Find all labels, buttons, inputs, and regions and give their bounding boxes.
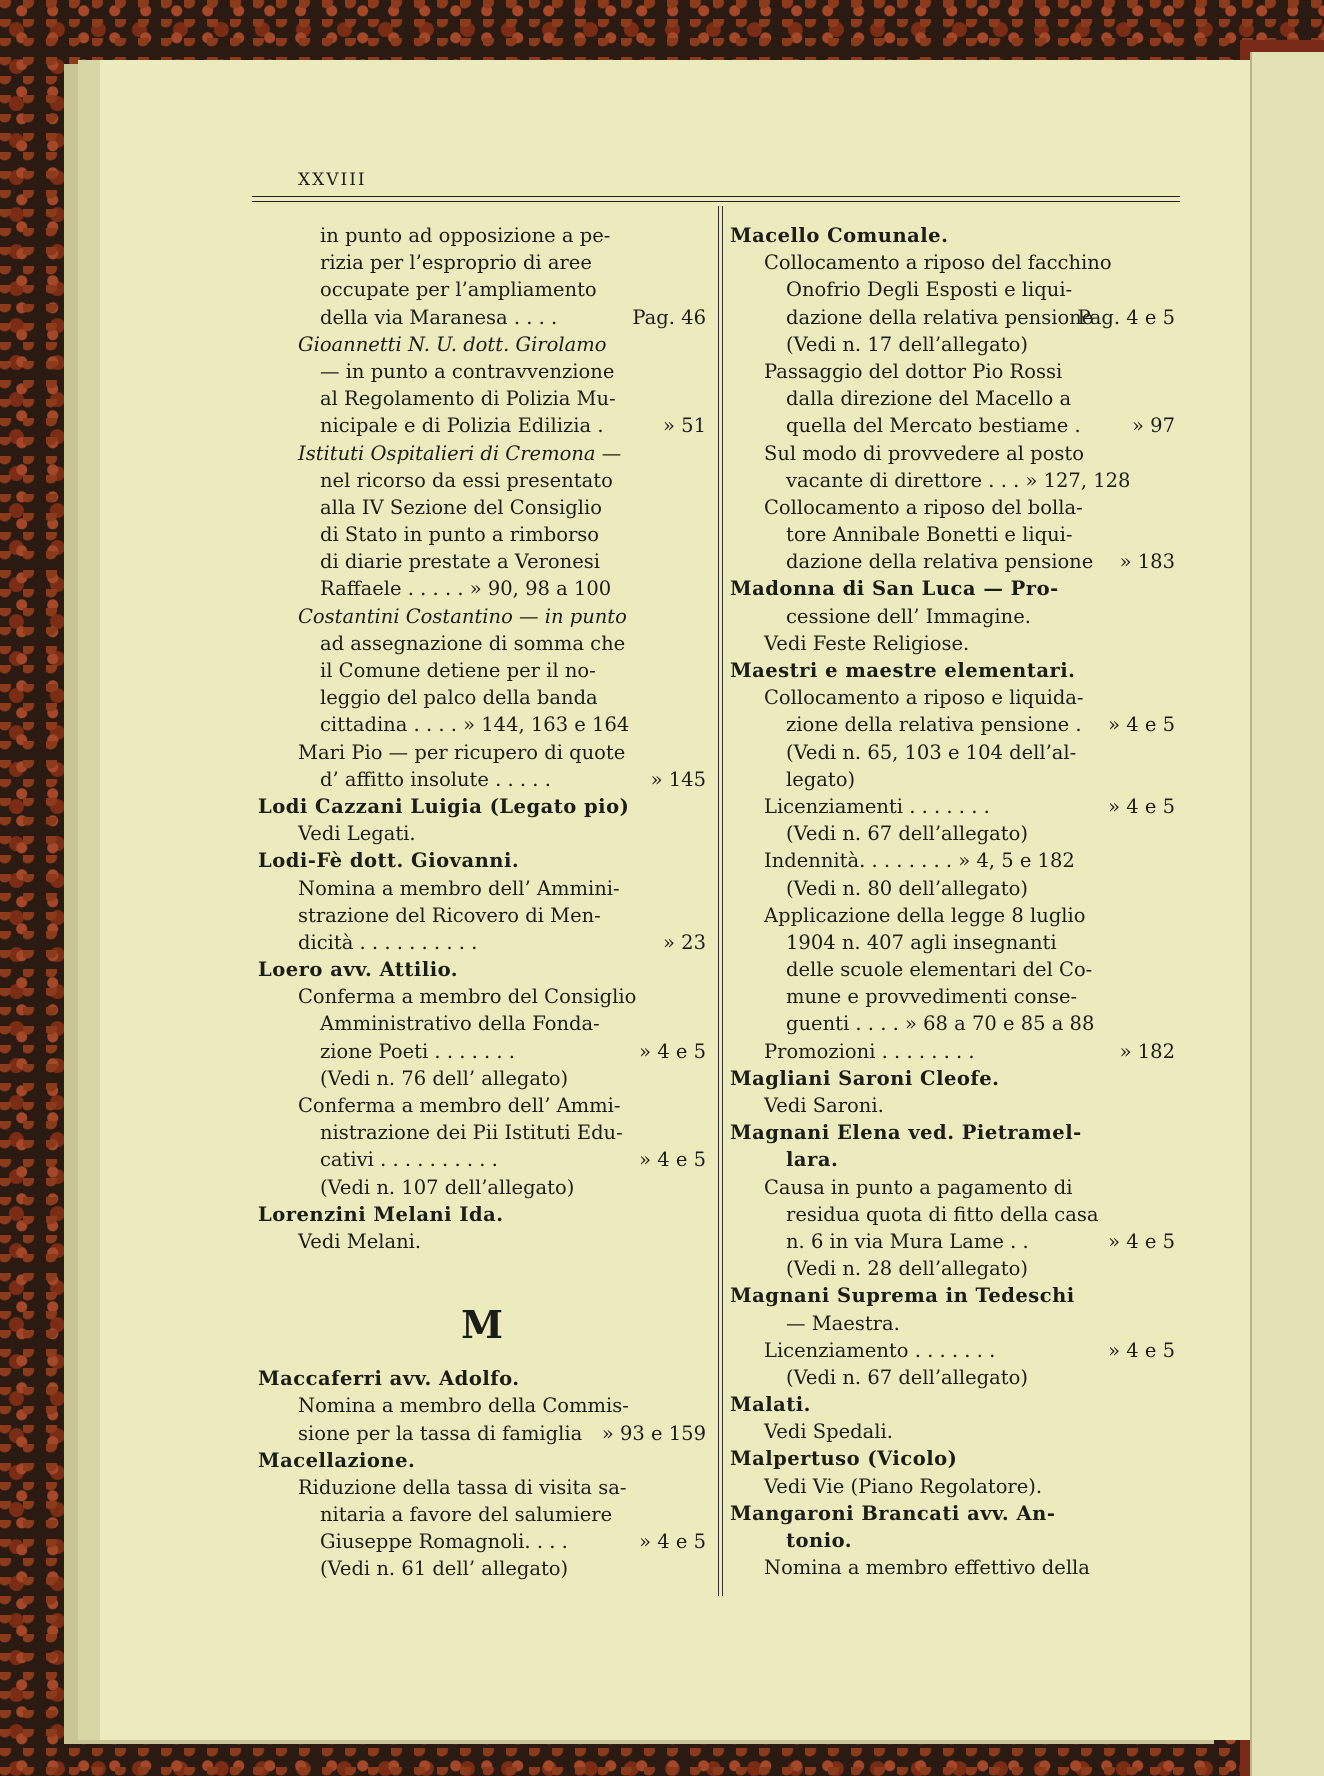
index-entry-line — [730, 385, 1175, 412]
entry-text: (Vedi n. 67 dell’allegato) — [786, 822, 1028, 846]
entry-text: di diarie prestate a Veronesi — [320, 550, 601, 574]
index-entry-heading — [730, 657, 1175, 684]
page-reference: » 93 e 159 — [601, 1421, 706, 1445]
entry-text: lara. — [786, 1148, 839, 1172]
index-entry-line — [730, 847, 1175, 874]
index-entry-line — [730, 494, 1175, 521]
entry-text: d’ affitto insolute . . . . . — [320, 767, 551, 791]
entry-text: dazione della relativa pensione — [786, 550, 1094, 574]
page-reference: » 145 — [650, 767, 706, 791]
entry-text: Sul modo di provvedere al posto — [764, 441, 1084, 465]
index-entry-heading — [258, 847, 706, 874]
index-entry-line — [730, 793, 1175, 820]
entry-text: zione della relativa pensione . — [786, 713, 1082, 737]
index-entry-line — [730, 521, 1175, 548]
index-entry-heading — [730, 1445, 1175, 1472]
index-entry-line — [258, 521, 706, 548]
index-entry-line — [730, 1310, 1175, 1337]
index-entry-line — [258, 1392, 706, 1419]
section-gap — [258, 1255, 706, 1275]
index-entry-heading — [730, 1500, 1175, 1527]
index-entry-line — [258, 304, 706, 331]
index-entry-line — [730, 1038, 1175, 1065]
page-reference: » 4 e 5 — [639, 1039, 706, 1063]
page-reference: » 23 — [663, 930, 706, 954]
entry-text: quella del Mercato bestiame . — [786, 414, 1081, 438]
page-reference: » 4 e 5 — [1108, 794, 1175, 818]
index-entry-line — [258, 766, 706, 793]
entry-text: Costantini Costantino — in punto — [298, 604, 627, 628]
index-entry-line — [258, 1010, 706, 1037]
entry-text: zione Poeti . . . . . . . — [320, 1039, 516, 1063]
index-entry-line — [258, 630, 706, 657]
index-entry-line — [730, 304, 1175, 331]
index-entry-heading — [730, 222, 1175, 249]
index-entry-heading — [258, 1201, 706, 1228]
index-entry-line — [730, 983, 1175, 1010]
entry-text: Amministrativo della Fonda- — [320, 1012, 600, 1036]
index-entry-line — [258, 276, 706, 303]
index-entry-heading — [730, 1146, 1175, 1173]
index-entry-line — [258, 1501, 706, 1528]
entry-text: cittadina . . . . » 144, 163 e 164 — [320, 713, 630, 737]
entry-text: Applicazione della legge 8 luglio — [764, 903, 1086, 927]
entry-text: Vedi Saroni. — [764, 1094, 884, 1117]
index-entry-line — [730, 1255, 1175, 1282]
index-entry-line — [258, 1174, 706, 1201]
entry-text: Collocamento a riposo e liquida- — [764, 686, 1084, 710]
index-entry-line — [258, 548, 706, 575]
index-entry-line — [730, 331, 1175, 358]
index-entry-line — [730, 1228, 1175, 1255]
index-entry-line — [730, 249, 1175, 276]
entry-text: 1904 n. 407 agli insegnanti — [786, 930, 1057, 954]
index-entry-line — [730, 1554, 1175, 1581]
index-entry-line — [258, 983, 706, 1010]
index-entry-line — [730, 820, 1175, 847]
index-entry-line — [730, 548, 1175, 575]
index-entry-line — [730, 684, 1175, 711]
index-entry-line — [730, 1201, 1175, 1228]
index-entry-line — [258, 902, 706, 929]
entry-text: Licenziamento . . . . . . . — [764, 1338, 996, 1362]
entry-text: delle scuole elementari del Co- — [786, 958, 1093, 982]
index-entry-line — [258, 331, 706, 358]
index-entry-line — [258, 222, 706, 249]
entry-text: (Vedi n. 107 dell’allegato) — [320, 1175, 575, 1199]
entry-text: di Stato in punto a rimborso — [320, 523, 600, 547]
page-reference: Pag. 4 e 5 — [1077, 305, 1175, 329]
index-entry-line — [258, 1420, 706, 1447]
entry-text: vacante di direttore . . . » 127, 128 — [786, 468, 1131, 492]
index-entry-line — [730, 1337, 1175, 1364]
entry-text: Macello Comunale. — [730, 224, 949, 247]
entry-text: il Comune detiene per il no- — [320, 659, 596, 682]
entry-text: tonio. — [786, 1529, 853, 1552]
page-reference: » 4 e 5 — [639, 1530, 706, 1554]
index-entry-line — [258, 1474, 706, 1501]
entry-text: occupate per l’ampliamento — [320, 278, 597, 302]
entry-text: Gioannetti N. U. dott. Girolamo — [298, 332, 607, 356]
entry-text: nel ricorso da essi presentato — [320, 468, 613, 492]
entry-text: Nomina a membro dell’ Ammini- — [298, 876, 620, 900]
index-entry-line — [258, 711, 706, 738]
index-entry-line — [258, 1228, 706, 1255]
entry-text: dicità . . . . . . . . . . — [298, 930, 478, 954]
index-entry-heading — [730, 575, 1175, 602]
index-entry-heading — [258, 1447, 706, 1474]
entry-text: Malpertuso (Vicolo) — [730, 1447, 958, 1471]
index-entry-heading — [730, 1065, 1175, 1092]
entry-text: Vedi Legati. — [298, 822, 416, 846]
page-reference: » 4 e 5 — [1108, 1338, 1175, 1362]
entry-text: (Vedi n. 80 dell’allegato) — [786, 876, 1028, 900]
left-column — [258, 222, 706, 1583]
entry-text: n. 6 in via Mura Lame . . — [786, 1229, 1029, 1253]
index-entry-line — [258, 1555, 706, 1582]
entry-text: Magnani Suprema in Tedeschi — [730, 1284, 1075, 1308]
entry-text: Vedi Vie (Piano Regolatore). — [764, 1474, 1043, 1498]
index-entry-line — [730, 467, 1175, 494]
index-entry-line — [730, 956, 1175, 983]
entry-text: Giuseppe Romagnoli. . . . — [320, 1530, 568, 1554]
page-reference: » 183 — [1119, 550, 1175, 574]
header-rule — [252, 196, 1180, 202]
entry-text: leggio del palco della banda — [320, 686, 598, 710]
index-entry-line — [258, 739, 706, 766]
index-entry-heading — [730, 1282, 1175, 1309]
index-entry-heading — [258, 793, 706, 820]
index-entry-line — [730, 711, 1175, 738]
entry-text: Vedi Spedali. — [764, 1420, 893, 1444]
page-reference: » 97 — [1132, 414, 1175, 438]
column-divider — [718, 206, 723, 1596]
entry-text: dalla direzione del Macello a — [786, 387, 1072, 411]
page-reference: Pag. 46 — [632, 305, 706, 329]
index-entry-line — [258, 875, 706, 902]
entry-text: in punto ad opposizione a pe- — [320, 224, 611, 247]
entry-text: nicipale e di Polizia Edilizia . — [320, 414, 604, 438]
entry-text: Riduzione della tassa di visita sa- — [298, 1475, 627, 1499]
entry-text: rizia per l’esproprio di aree — [320, 251, 592, 275]
entry-text: Lodi Cazzani Luigia (Legato pio) — [258, 794, 630, 818]
entry-text: nistrazione dei Pii Istituti Edu- — [320, 1121, 623, 1145]
index-entry-line — [258, 467, 706, 494]
index-entry-line — [730, 276, 1175, 303]
entry-text: — Maestra. — [786, 1311, 900, 1335]
entry-text: Madonna di San Luca — Pro- — [730, 577, 1059, 601]
index-entry-line — [730, 630, 1175, 657]
entry-text: (Vedi n. 61 dell’ allegato) — [320, 1557, 569, 1581]
entry-text: Maestri e maestre elementari. — [730, 659, 1076, 682]
right-column — [730, 222, 1175, 1581]
entry-text: Mangaroni Brancati avv. An- — [730, 1501, 1056, 1525]
index-entry-line — [258, 1065, 706, 1092]
index-entry-line — [258, 358, 706, 385]
entry-text: Conferma a membro del Consiglio — [298, 985, 637, 1009]
entry-text: Onofrio Degli Esposti e liqui- — [786, 278, 1073, 302]
index-entry-line — [730, 358, 1175, 385]
page-reference: » 4 e 5 — [639, 1148, 706, 1172]
index-entry-heading — [730, 1527, 1175, 1554]
index-entry-line — [730, 1092, 1175, 1119]
index-entry-line — [730, 766, 1175, 793]
index-entry-line — [730, 1418, 1175, 1445]
index-entry-line — [258, 575, 706, 602]
entry-text: Indennità. . . . . . . . » 4, 5 e 182 — [764, 849, 1075, 873]
entry-text: ad assegnazione di somma che — [320, 631, 626, 655]
entry-text: — in punto a contravvenzione — [320, 359, 615, 383]
entry-text: legato) — [786, 767, 856, 791]
index-entry-line — [258, 494, 706, 521]
index-entry-line — [730, 412, 1175, 439]
index-entry-line — [730, 1364, 1175, 1391]
index-entry-line — [258, 1146, 706, 1173]
entry-text: Passaggio del dottor Pio Rossi — [764, 359, 1063, 383]
index-entry-heading — [730, 1391, 1175, 1418]
page-reference: » 4 e 5 — [1108, 713, 1175, 737]
index-entry-line — [258, 684, 706, 711]
entry-text: Magnani Elena ved. Pietramel- — [730, 1121, 1082, 1145]
entry-text: (Vedi n. 65, 103 e 104 dell’al- — [786, 740, 1077, 764]
entry-text: Collocamento a riposo del facchino — [764, 251, 1112, 275]
entry-text: Nomina a membro della Commis- — [298, 1394, 629, 1418]
index-entry-line — [730, 1473, 1175, 1500]
index-entry-line — [258, 603, 706, 630]
index-entry-line — [730, 902, 1175, 929]
entry-text: (Vedi n. 28 dell’allegato) — [786, 1257, 1028, 1281]
index-entry-line — [258, 1092, 706, 1119]
entry-text: (Vedi n. 17 dell’allegato) — [786, 332, 1028, 356]
index-entry-line — [730, 440, 1175, 467]
entry-text: cessione dell’ Immagine. — [786, 604, 1031, 628]
index-entry-line — [730, 875, 1175, 902]
entry-text: residua quota di fitto della casa — [786, 1202, 1099, 1226]
entry-text: Nomina a membro effettivo della — [764, 1556, 1090, 1580]
index-entry-line — [730, 739, 1175, 766]
index-entry-line — [730, 1174, 1175, 1201]
index-entry-line — [258, 1528, 706, 1555]
entry-text: al Regolamento di Polizia Mu- — [320, 387, 616, 411]
index-entry-line — [258, 385, 706, 412]
entry-text: nitaria a favore del salumiere — [320, 1503, 613, 1527]
entry-text: Vedi Feste Religiose. — [764, 631, 970, 655]
entry-text: Licenziamenti . . . . . . . — [764, 794, 990, 818]
entry-text: Istituti Ospitalieri di Cremona — — [298, 441, 622, 465]
entry-text: Macellazione. — [258, 1448, 416, 1472]
index-entry-line — [258, 412, 706, 439]
entry-text: (Vedi n. 67 dell’allegato) — [786, 1365, 1028, 1389]
index-entry-line — [258, 1038, 706, 1065]
entry-text: dazione della relativa pensione — [786, 305, 1094, 329]
index-entry-line — [258, 929, 706, 956]
entry-text: Lorenzini Melani Ida. — [258, 1202, 504, 1226]
index-entry-line — [258, 249, 706, 276]
entry-text: Lodi-Fè dott. Giovanni. — [258, 849, 520, 873]
entry-text: Promozioni . . . . . . . . — [764, 1039, 975, 1063]
entry-text: Malati. — [730, 1393, 811, 1417]
entry-text: Loero avv. Attilio. — [258, 958, 459, 982]
entry-text: strazione del Ricovero di Men- — [298, 903, 601, 927]
entry-text: Magliani Saroni Cleofe. — [730, 1066, 1000, 1090]
entry-text: Vedi Melani. — [298, 1229, 422, 1253]
entry-text: Collocamento a riposo del bolla- — [764, 495, 1083, 519]
index-entry-line — [258, 440, 706, 467]
entry-text: sione per la tassa di famiglia — [298, 1421, 583, 1445]
section-letter: M — [460, 1302, 504, 1348]
index-entry-heading — [730, 1119, 1175, 1146]
entry-text: Conferma a membro dell’ Ammi- — [298, 1094, 621, 1117]
index-entry-heading — [258, 1365, 706, 1392]
entry-text: Maccaferri avv. Adolfo. — [258, 1367, 520, 1391]
index-entry-line — [730, 929, 1175, 956]
entry-text: Raffaele . . . . . » 90, 98 a 100 — [320, 577, 612, 601]
entry-text: Causa in punto a pagamento di — [764, 1175, 1073, 1199]
entry-text: tore Annibale Bonetti e liqui- — [786, 523, 1073, 547]
index-entry-heading — [258, 956, 706, 983]
entry-text: Mari Pio — per ricupero di quote — [298, 740, 626, 764]
index-entry-line — [258, 820, 706, 847]
index-entry-line — [258, 1119, 706, 1146]
page-reference: » 4 e 5 — [1108, 1229, 1175, 1253]
page-number-header: XXVIII — [298, 170, 367, 190]
entry-text: della via Maranesa . . . . — [320, 305, 558, 329]
entry-text: cativi . . . . . . . . . . — [320, 1148, 498, 1172]
page-reference: » 182 — [1119, 1039, 1175, 1063]
entry-text: guenti . . . . » 68 a 70 e 85 a 88 — [786, 1012, 1095, 1036]
entry-text: mune e provvedimenti conse- — [786, 985, 1078, 1009]
entry-text: (Vedi n. 76 dell’ allegato) — [320, 1066, 569, 1090]
index-entry-line — [730, 1010, 1175, 1037]
index-entry-line — [730, 603, 1175, 630]
page-reference: » 51 — [663, 414, 706, 438]
entry-text: alla IV Sezione del Consiglio — [320, 495, 602, 519]
index-entry-line — [258, 657, 706, 684]
